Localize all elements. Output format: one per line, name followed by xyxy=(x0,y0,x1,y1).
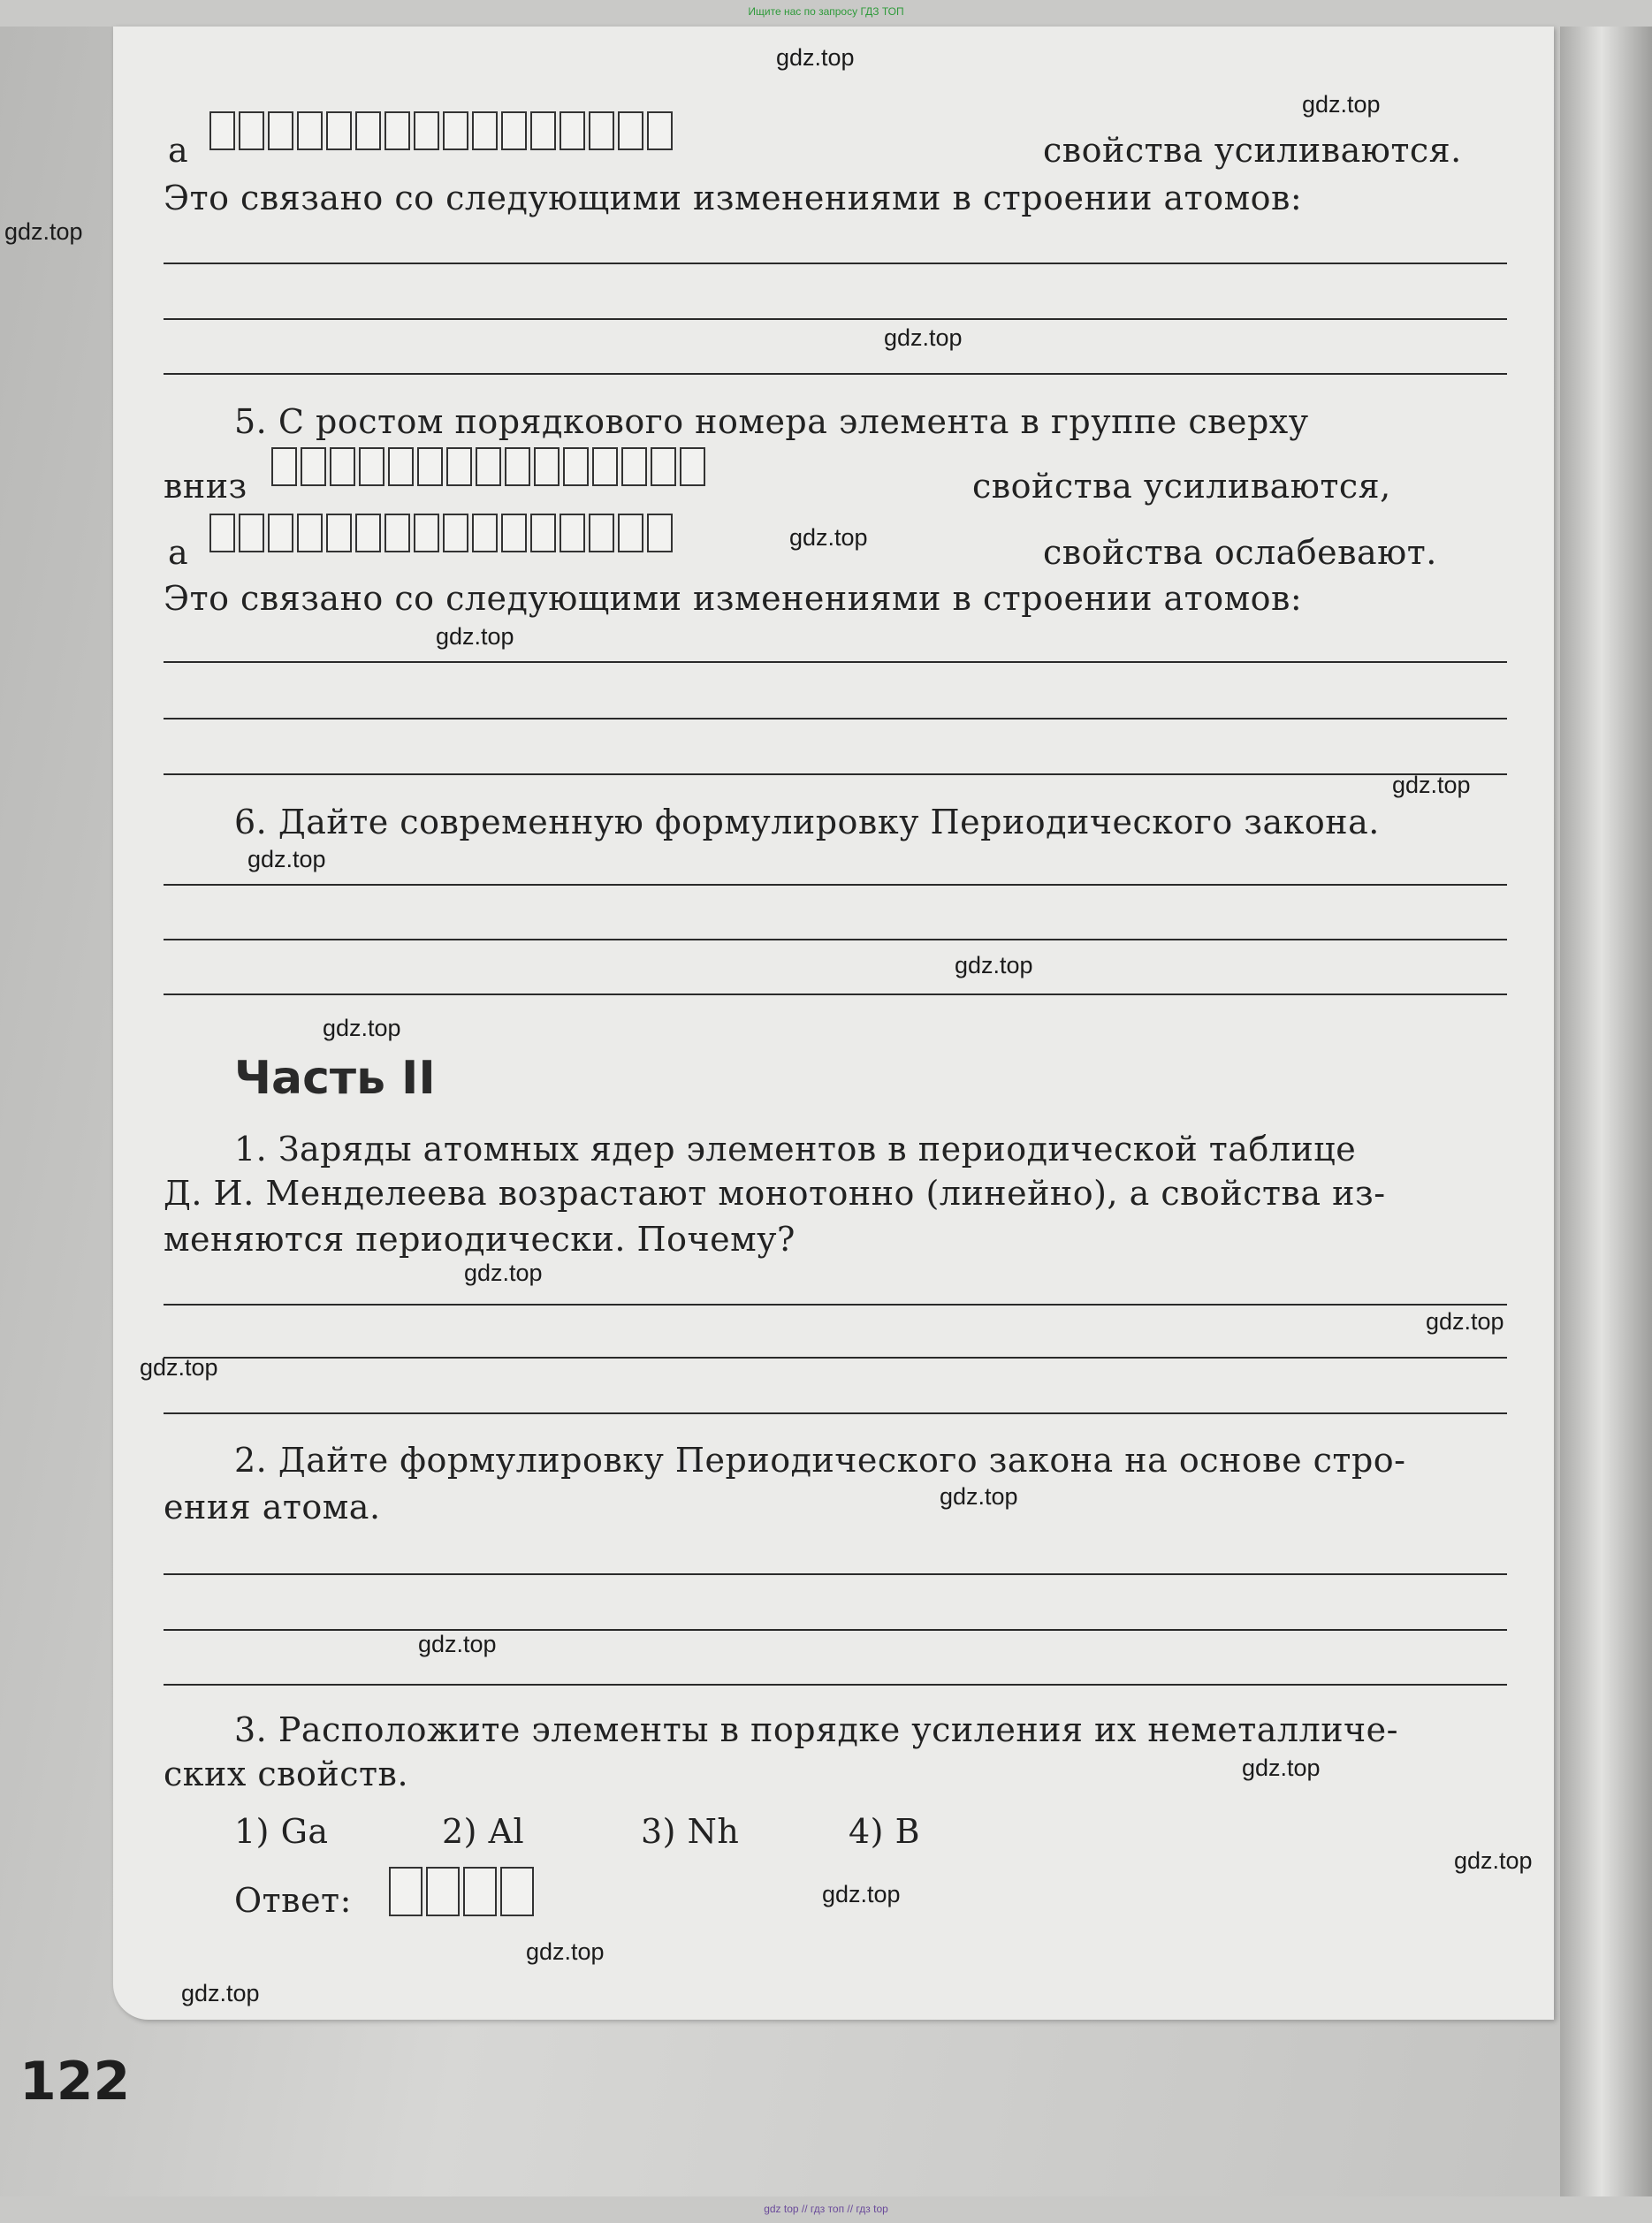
answer-line[interactable] xyxy=(164,718,1507,719)
watermark-text: gdz.top xyxy=(4,218,83,245)
watermark-text: gdz.top xyxy=(789,524,868,551)
option-4: 4) B xyxy=(849,1812,921,1851)
watermark-text: gdz.top xyxy=(181,1980,260,2006)
option-1: 1) Ga xyxy=(234,1812,329,1851)
answer-line[interactable] xyxy=(164,373,1507,375)
watermark-text: gdz.top xyxy=(1392,772,1471,798)
bottom-banner[interactable]: gdz top // гдз топ // гдз top xyxy=(764,2203,888,2215)
watermark-text: gdz.top xyxy=(323,1015,401,1041)
watermark-text: gdz.top xyxy=(1302,91,1381,118)
answer-line[interactable] xyxy=(164,318,1507,320)
answer-line[interactable] xyxy=(164,1684,1507,1686)
p2-q3-line1: 3. Расположите элементы в порядке усиления их неметалличе- xyxy=(234,1710,1398,1749)
option-2: 2) Al xyxy=(442,1812,525,1851)
watermark-text: gdz.top xyxy=(464,1260,543,1286)
answer-label: Ответ: xyxy=(234,1881,352,1920)
q4-suffix: свойства усиливаются. xyxy=(1043,131,1462,170)
answer-line[interactable] xyxy=(164,993,1507,995)
watermark-text: gdz.top xyxy=(955,952,1033,978)
watermark-text: gdz.top xyxy=(247,846,326,872)
watermark-text: gdz.top xyxy=(940,1483,1018,1510)
q5-line3-prefix: а xyxy=(168,533,189,572)
top-search-banner[interactable]: Ищите нас по запросу ГДЗ ТОП xyxy=(748,5,904,18)
p2-q2-line1: 2. Дайте формулировку Периодического закона на основе стро- xyxy=(234,1441,1406,1480)
watermark-text: gdz.top xyxy=(140,1354,218,1381)
watermark-text: gdz.top xyxy=(526,1938,605,1965)
section-heading: Часть II xyxy=(234,1052,436,1105)
q5-answer-boxes-2[interactable] xyxy=(209,514,676,552)
q5-line2-suffix: свойства усиливаются, xyxy=(972,467,1391,506)
p2-q1-line2: Д. И. Менделеева возрастают монотонно (линейно), а свойства из- xyxy=(164,1174,1386,1213)
q5-relation: Это связано со следующими изменениями в строении атомов: xyxy=(164,579,1303,618)
watermark-text: gdz.top xyxy=(1242,1755,1321,1781)
page-number: 122 xyxy=(19,2051,131,2113)
q5-line2-prefix: вниз xyxy=(164,467,247,506)
q5-line1: 5. С ростом порядкового номера элемента в группе сверху xyxy=(234,402,1309,441)
q6-text: 6. Дайте современную формулировку Периодического закона. xyxy=(234,803,1380,841)
watermark-text: gdz.top xyxy=(776,44,855,71)
watermark-text: gdz.top xyxy=(884,324,963,351)
option-3: 3) Nh xyxy=(641,1812,740,1851)
order-answer-boxes[interactable] xyxy=(389,1867,537,1916)
watermark-text: gdz.top xyxy=(1454,1847,1533,1874)
p2-q1-line1: 1. Заряды атомных ядер элементов в периодической таблице xyxy=(234,1130,1357,1169)
q5-line3-suffix: свойства ослабевают. xyxy=(1043,533,1437,572)
answer-line[interactable] xyxy=(164,661,1507,663)
q5-answer-boxes-1[interactable] xyxy=(271,447,709,486)
answer-line[interactable] xyxy=(164,1412,1507,1414)
watermark-text: gdz.top xyxy=(1426,1308,1504,1335)
answer-line[interactable] xyxy=(164,773,1507,775)
answer-line[interactable] xyxy=(164,884,1507,886)
p2-q3-line2: ских свойств. xyxy=(164,1755,409,1793)
answer-line[interactable] xyxy=(164,939,1507,940)
q4-answer-boxes[interactable] xyxy=(209,111,676,150)
q4-relation: Это связано со следующими изменениями в строении атомов: xyxy=(164,179,1303,217)
book-spine-edge xyxy=(1560,27,1652,2196)
p2-q1-line3: меняются периодически. Почему? xyxy=(164,1220,796,1259)
watermark-text: gdz.top xyxy=(822,1881,901,1907)
answer-line[interactable] xyxy=(164,1304,1507,1306)
answer-line[interactable] xyxy=(164,1629,1507,1631)
answer-line[interactable] xyxy=(164,1573,1507,1575)
watermark-text: gdz.top xyxy=(418,1631,497,1657)
watermark-text: gdz.top xyxy=(436,623,514,650)
q4-prefix: а xyxy=(168,131,189,170)
answer-line[interactable] xyxy=(164,263,1507,264)
answer-line[interactable] xyxy=(164,1357,1507,1359)
p2-q2-line2: ения атома. xyxy=(164,1488,381,1526)
